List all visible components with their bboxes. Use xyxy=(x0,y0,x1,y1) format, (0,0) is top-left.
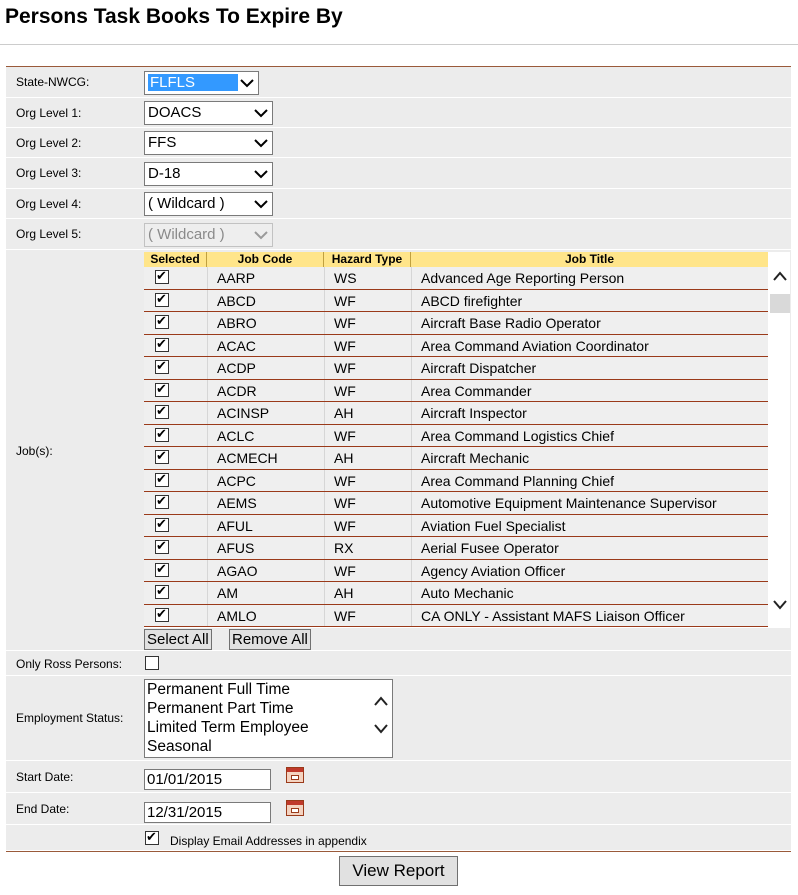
row-org-level-5 xyxy=(6,219,791,250)
column-separator xyxy=(324,290,325,312)
table-row[interactable] xyxy=(144,402,768,425)
job-selected-checkbox[interactable] xyxy=(155,540,169,554)
view-report-button[interactable]: View Report xyxy=(339,856,458,886)
title-divider xyxy=(0,44,798,45)
job-title-cell: CA ONLY - Assistant MAFS Liaison Officer xyxy=(421,607,685,624)
job-selected-checkbox[interactable] xyxy=(155,450,169,464)
jobs-table xyxy=(144,252,790,628)
end-date-input[interactable]: 12/31/2015 xyxy=(144,802,271,823)
org-level-4-label: Org Level 4: xyxy=(16,197,82,211)
scroll-up-arrow-icon[interactable] xyxy=(773,271,787,281)
page-title: Persons Task Books To Expire By xyxy=(5,5,343,28)
org-level-5-label: Org Level 5: xyxy=(16,227,82,241)
table-row[interactable] xyxy=(144,290,768,313)
header-job-title[interactable]: Job Title xyxy=(564,252,615,266)
column-separator xyxy=(411,425,412,447)
column-separator xyxy=(411,267,412,289)
row-employment-status xyxy=(6,676,791,761)
row-display-email xyxy=(6,825,791,851)
job-title-cell: ABCD firefighter xyxy=(421,292,523,309)
hazard-type-cell: WF xyxy=(334,517,356,534)
column-separator xyxy=(411,312,412,334)
job-code-cell: AFUL xyxy=(217,517,253,534)
only-ross-checkbox[interactable] xyxy=(145,656,159,670)
column-separator xyxy=(411,582,412,604)
job-code-cell: ACINSP xyxy=(217,405,270,421)
hazard-type-cell: AH xyxy=(334,405,354,421)
job-title-cell: Advanced Age Reporting Person xyxy=(421,270,625,286)
column-separator xyxy=(411,380,412,402)
table-row[interactable] xyxy=(144,582,768,605)
column-separator xyxy=(207,357,208,379)
table-row[interactable] xyxy=(144,470,768,493)
job-code-cell: AGAO xyxy=(217,562,258,579)
job-code-cell: AARP xyxy=(217,270,256,286)
table-row[interactable] xyxy=(144,335,768,358)
column-separator xyxy=(411,402,412,424)
column-separator xyxy=(324,425,325,447)
jobs-scrollbar[interactable] xyxy=(770,267,790,628)
hazard-type-cell: WF xyxy=(334,607,356,624)
column-separator xyxy=(207,582,208,604)
hazard-type-cell: WF xyxy=(334,360,356,376)
jobs-label: Job(s): xyxy=(16,444,53,458)
end-date-label: End Date: xyxy=(16,802,70,816)
job-code-cell: ABRO xyxy=(217,315,257,331)
table-row[interactable] xyxy=(144,380,768,403)
job-code-cell: ACMECH xyxy=(217,450,278,466)
hazard-type-cell: WF xyxy=(334,472,356,489)
job-title-cell: Area Command Aviation Coordinator xyxy=(421,337,649,354)
calendar-icon[interactable] xyxy=(286,800,304,816)
column-separator xyxy=(324,357,325,379)
org-level-1-select[interactable] xyxy=(144,101,273,125)
org-level-2-label: Org Level 2: xyxy=(16,136,82,150)
employment-status-label: Employment Status: xyxy=(16,711,124,725)
table-row[interactable] xyxy=(144,515,768,538)
job-selected-checkbox[interactable] xyxy=(155,383,169,397)
state-label: State-NWCG: xyxy=(16,75,90,89)
scrollbar-thumb[interactable] xyxy=(770,294,790,313)
job-selected-checkbox[interactable] xyxy=(155,338,169,352)
column-separator xyxy=(207,605,208,627)
org-level-2-value: FFS xyxy=(148,134,177,151)
job-selected-checkbox[interactable] xyxy=(155,518,169,532)
table-row[interactable] xyxy=(144,312,768,335)
job-code-cell: ACAC xyxy=(217,337,256,354)
job-code-cell: AMLO xyxy=(217,607,257,624)
column-separator xyxy=(411,290,412,312)
job-selected-checkbox[interactable] xyxy=(155,405,169,419)
job-title-cell: Area Command Logistics Chief xyxy=(421,427,614,444)
column-separator xyxy=(411,357,412,379)
column-separator xyxy=(207,402,208,424)
column-separator xyxy=(411,560,412,582)
row-org-level-3 xyxy=(6,158,791,189)
hazard-type-cell: WF xyxy=(334,292,356,309)
hazard-type-cell: WF xyxy=(334,315,356,331)
job-title-cell: Aircraft Inspector xyxy=(421,405,527,421)
hazard-type-cell: WF xyxy=(334,382,356,399)
hazard-type-cell: AH xyxy=(334,585,354,601)
column-separator xyxy=(207,425,208,447)
employment-option[interactable]: Permanent Part Time xyxy=(147,700,294,717)
row-start-date xyxy=(6,761,791,793)
job-code-cell: ACPC xyxy=(217,472,256,489)
hazard-type-cell: RX xyxy=(334,540,354,556)
job-title-cell: Aircraft Base Radio Operator xyxy=(421,315,601,331)
column-separator xyxy=(207,560,208,582)
scroll-down-arrow-icon[interactable] xyxy=(773,600,787,610)
job-title-cell: Area Commander xyxy=(421,382,532,399)
org-level-3-select[interactable] xyxy=(144,162,273,186)
job-selected-checkbox[interactable] xyxy=(155,608,169,622)
row-only-ross xyxy=(6,651,791,676)
jobs-table-header xyxy=(144,252,768,267)
chevron-down-icon xyxy=(253,194,269,214)
display-email-label: Display Email Addresses in appendix xyxy=(170,834,367,848)
table-row[interactable] xyxy=(144,605,768,628)
table-row[interactable] xyxy=(144,537,768,560)
job-selected-checkbox[interactable] xyxy=(155,270,169,284)
job-title-cell: Aircraft Mechanic xyxy=(421,450,530,466)
job-selected-checkbox[interactable] xyxy=(155,495,169,509)
column-separator xyxy=(411,515,412,537)
form-bottom-divider xyxy=(6,851,791,852)
column-separator xyxy=(324,470,325,492)
job-code-cell: ABCD xyxy=(217,292,256,309)
org-level-3-label: Org Level 3: xyxy=(16,166,82,180)
job-selected-checkbox[interactable] xyxy=(155,428,169,442)
job-title-cell: Agency Aviation Officer xyxy=(421,562,566,579)
row-state xyxy=(6,67,791,98)
hazard-type-cell: WF xyxy=(334,495,356,511)
column-separator xyxy=(324,515,325,537)
row-org-level-2 xyxy=(6,128,791,158)
hazard-type-cell: WF xyxy=(334,562,356,579)
scroll-down-arrow-icon[interactable] xyxy=(374,724,388,734)
column-separator xyxy=(324,605,325,627)
column-separator xyxy=(324,267,325,289)
column-separator xyxy=(411,537,412,559)
column-separator xyxy=(207,290,208,312)
header-selected[interactable]: Selected xyxy=(144,252,207,267)
column-separator xyxy=(411,447,412,469)
column-separator xyxy=(207,470,208,492)
job-code-cell: AEMS xyxy=(217,495,257,511)
employment-option[interactable]: Seasonal xyxy=(147,738,212,755)
job-selected-checkbox[interactable] xyxy=(155,293,169,307)
row-org-level-4 xyxy=(6,189,791,219)
column-separator xyxy=(411,470,412,492)
header-job-code[interactable]: Job Code xyxy=(207,252,324,267)
column-separator xyxy=(324,560,325,582)
display-email-checkbox[interactable] xyxy=(145,831,159,845)
hazard-type-cell: WF xyxy=(334,427,356,444)
org-level-2-select[interactable] xyxy=(144,131,273,155)
chevron-down-icon xyxy=(253,164,269,184)
column-separator xyxy=(207,267,208,289)
select-all-button[interactable]: Select All xyxy=(144,629,212,650)
hazard-type-cell: WS xyxy=(334,270,357,286)
column-separator xyxy=(324,402,325,424)
column-separator xyxy=(324,492,325,514)
hazard-type-cell: WF xyxy=(334,337,356,354)
row-org-level-1 xyxy=(6,98,791,128)
remove-all-button[interactable]: Remove All xyxy=(229,629,311,650)
table-row[interactable] xyxy=(144,267,768,290)
org-level-1-label: Org Level 1: xyxy=(16,106,82,120)
job-selected-checkbox[interactable] xyxy=(155,315,169,329)
column-separator xyxy=(411,492,412,514)
org-level-5-value: ( Wildcard ) xyxy=(148,226,225,243)
column-separator xyxy=(324,447,325,469)
job-code-cell: ACLC xyxy=(217,427,255,444)
column-separator xyxy=(207,447,208,469)
column-separator xyxy=(207,380,208,402)
column-separator xyxy=(324,582,325,604)
job-title-cell: Auto Mechanic xyxy=(421,585,514,601)
job-title-cell: Automotive Equipment Maintenance Supervisor xyxy=(421,495,717,511)
table-row[interactable] xyxy=(144,560,768,583)
employment-option[interactable]: Permanent Full Time xyxy=(147,681,290,698)
column-separator xyxy=(324,380,325,402)
header-hazard-type[interactable]: Hazard Type xyxy=(324,252,411,267)
org-level-3-value: D-18 xyxy=(148,165,181,182)
column-separator xyxy=(207,515,208,537)
start-date-input[interactable]: 01/01/2015 xyxy=(144,769,271,790)
calendar-icon[interactable] xyxy=(286,767,304,783)
hazard-type-cell: AH xyxy=(334,450,354,466)
job-selected-checkbox[interactable] xyxy=(155,563,169,577)
state-select[interactable] xyxy=(144,71,259,95)
row-end-date xyxy=(6,793,791,825)
column-separator xyxy=(207,312,208,334)
job-title-cell: Aircraft Dispatcher xyxy=(421,360,537,376)
job-title-cell: Aerial Fusee Operator xyxy=(421,540,559,556)
scroll-up-arrow-icon[interactable] xyxy=(374,696,388,706)
chevron-down-icon xyxy=(253,103,269,123)
chevron-down-icon xyxy=(253,225,269,245)
chevron-down-icon xyxy=(253,133,269,153)
employment-option[interactable]: Limited Term Employee xyxy=(147,719,309,736)
employment-status-listbox[interactable] xyxy=(144,679,393,758)
org-level-1-value: DOACS xyxy=(148,104,202,121)
job-code-cell: ACDP xyxy=(217,360,256,376)
job-title-cell: Aviation Fuel Specialist xyxy=(421,517,566,534)
only-ross-label: Only Ross Persons: xyxy=(16,657,123,671)
job-selected-checkbox[interactable] xyxy=(155,360,169,374)
table-row[interactable] xyxy=(144,357,768,380)
job-code-cell: AM xyxy=(217,585,238,601)
table-row[interactable] xyxy=(144,425,768,448)
table-row[interactable] xyxy=(144,492,768,515)
job-title-cell: Area Command Planning Chief xyxy=(421,472,614,489)
column-separator xyxy=(324,335,325,357)
start-date-label: Start Date: xyxy=(16,770,74,784)
column-separator xyxy=(324,537,325,559)
column-separator xyxy=(324,312,325,334)
table-row[interactable] xyxy=(144,447,768,470)
job-selected-checkbox[interactable] xyxy=(155,473,169,487)
org-level-4-value: ( Wildcard ) xyxy=(148,195,225,212)
job-selected-checkbox[interactable] xyxy=(155,585,169,599)
chevron-down-icon xyxy=(239,73,255,93)
column-separator xyxy=(411,605,412,627)
state-select-value: FLFLS xyxy=(148,74,238,91)
column-separator xyxy=(207,492,208,514)
column-separator xyxy=(207,537,208,559)
org-level-5-select xyxy=(144,223,273,247)
org-level-4-select[interactable] xyxy=(144,192,273,216)
column-separator xyxy=(207,335,208,357)
column-separator xyxy=(411,335,412,357)
job-code-cell: ACDR xyxy=(217,382,257,399)
job-code-cell: AFUS xyxy=(217,540,255,556)
